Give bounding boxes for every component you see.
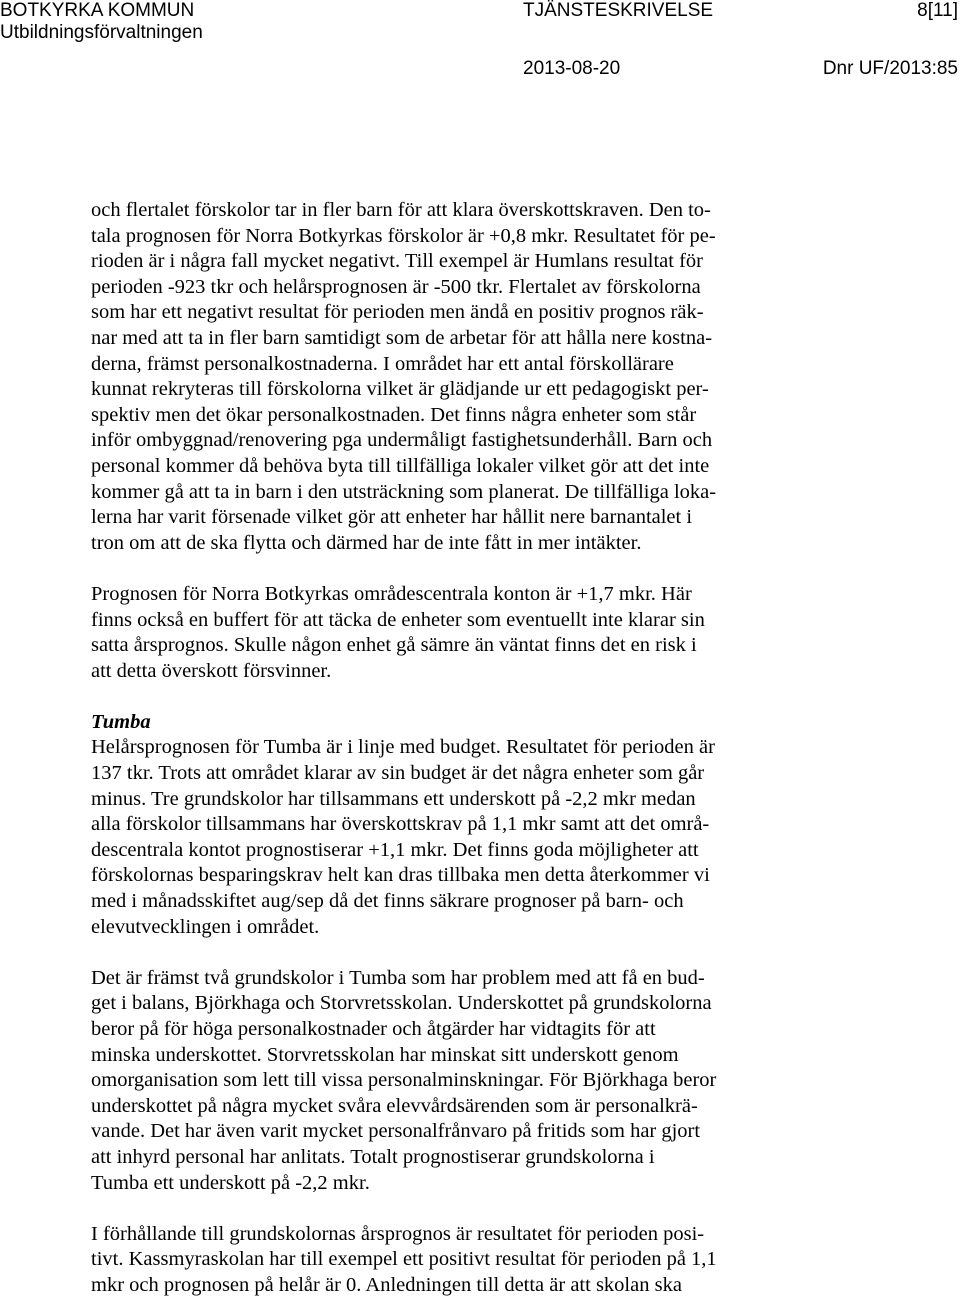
text-line: och flertalet förskolor tar in fler barn för att klara överskottskraven. Den to- bbox=[91, 199, 711, 221]
text-line: derna, främst personalkostnaderna. I området har ett antal förskollärare bbox=[91, 352, 674, 375]
text-line: nar med att ta in fler barn samtidigt som de arbetar för att hålla nere kostna- bbox=[91, 326, 713, 349]
paragraph-forskolor-norra bbox=[91, 198, 811, 556]
text-line: elevutvecklingen i området. bbox=[91, 915, 320, 938]
text-line: inför ombyggnad/renovering pga undermåligt fastighetsunderhåll. Barn och bbox=[91, 429, 713, 452]
text-line: Tumba ett underskott på -2,2 mkr. bbox=[91, 1171, 370, 1194]
paragraph-tumba-grundskolor bbox=[91, 966, 811, 1196]
text-line: som har ett negativt resultat för perioden men ändå en positiv prognos räk- bbox=[91, 301, 704, 324]
text-line: Helårsprognosen för Tumba är i linje med budget. Resultatet för perioden är bbox=[91, 736, 715, 759]
text-line: tron om att de ska flytta och därmed har de inte fått in mer intäkter. bbox=[91, 531, 642, 554]
text-line: underskottet på några mycket svåra elevvårdsärenden som är personalkrä- bbox=[91, 1094, 698, 1117]
document-date: 2013-08-20 bbox=[523, 58, 621, 79]
text-line: mkr och prognosen på helår är 0. Anledningen till detta är att skolan ska bbox=[91, 1273, 682, 1296]
text-line: beror på för höga personalkostnader och åtgärder har vidtagits för att bbox=[91, 1018, 656, 1040]
text-line: tivt. Kassmyraskolan har till exempel ett positivt resultat för perioden på 1,1 bbox=[91, 1248, 717, 1271]
text-line: minska underskottet. Storvretsskolan har minskat sitt underskott genom bbox=[91, 1043, 679, 1066]
paragraph-omradescentrala bbox=[91, 582, 811, 684]
paragraph-arsprognos bbox=[91, 1222, 811, 1299]
text-line: descentrala kontot prognostiserar +1,1 mkr. Det finns goda möjligheter att bbox=[91, 838, 699, 861]
text-line: omorganisation som lett till vissa personalminskningar. För Björkhaga beror bbox=[91, 1069, 717, 1092]
text-line: get i balans, Björkhaga och Storvretsskolan. Underskottet på grundskolorna bbox=[91, 992, 712, 1015]
page-number: 8[11] bbox=[917, 0, 958, 21]
text-line: tala prognosen för Norra Botkyrkas förskolor är +0,8 mkr. Resultatet för pe- bbox=[91, 224, 716, 247]
department-name: Utbildningsförvaltningen bbox=[0, 22, 203, 43]
text-line: att inhyrd personal har anlitats. Totalt prognostiserar grundskolorna i bbox=[91, 1145, 655, 1168]
text-line: Det är främst två grundskolor i Tumba som har problem med att få en bud- bbox=[91, 966, 705, 989]
text-line: finns också en buffert för att täcka de enheter som eventuellt inte klarar sin bbox=[91, 608, 705, 631]
reference-number: Dnr UF/2013:85 bbox=[822, 58, 958, 79]
text-line: Prognosen för Norra Botkyrkas områdescentrala konton är +1,7 mkr. Här bbox=[91, 582, 692, 605]
text-line: I förhållande till grundskolornas årsprognos är resultatet för perioden posi- bbox=[91, 1222, 705, 1245]
text-line: lerna har varit försenade vilket gör att enheter har hållit nere barnantalet i bbox=[91, 506, 693, 529]
text-line: personal kommer då behöva byta till tillfälliga lokaler vilket gör att det inte bbox=[91, 454, 710, 477]
paragraph-spacer bbox=[91, 556, 811, 582]
paragraph-tumba-prognos bbox=[91, 735, 811, 940]
organization-name: BOTKYRKA KOMMUN bbox=[0, 0, 195, 21]
paragraph-spacer bbox=[91, 684, 811, 710]
page-header bbox=[0, 0, 960, 90]
text-line: att detta överskott försvinner. bbox=[91, 659, 332, 682]
text-line: spektiv men det ökar personalkostnaden. Det finns några enheter som står bbox=[91, 403, 697, 426]
text-line: kommer gå att ta in barn i den utsträckning som planerat. De tillfälliga loka- bbox=[91, 480, 717, 503]
text-line: vande. Det har även varit mycket personalfrånvaro på fritids som har gjort bbox=[91, 1120, 701, 1143]
section-heading-tumba: Tumba bbox=[91, 710, 151, 733]
text-line: med i månadsskiftet aug/sep då det finns säkrare prognoser på barn- och bbox=[91, 890, 684, 913]
text-line: perioden -923 tkr och helårsprognosen är -500 tkr. Flertalet av förskolorna bbox=[91, 275, 701, 298]
text-line: förskolornas besparingskrav helt kan dras tillbaka men detta återkommer vi bbox=[91, 864, 710, 887]
text-line: kunnat rekryteras till förskolorna vilket är glädjande ur ett pedagogiskt per- bbox=[91, 378, 709, 401]
text-line: satta årsprognos. Skulle någon enhet gå sämre än väntat finns det en risk i bbox=[91, 634, 697, 657]
text-line: minus. Tre grundskolor har tillsammans ett underskott på -2,2 mkr medan bbox=[91, 787, 696, 810]
paragraph-spacer bbox=[91, 940, 811, 966]
paragraph-spacer bbox=[91, 1196, 811, 1222]
text-line: 137 tkr. Trots att området klarar av sin budget är det några enheter som går bbox=[91, 762, 705, 785]
document-type: TJÄNSTESKRIVELSE bbox=[523, 0, 714, 21]
document-body bbox=[91, 198, 811, 1299]
text-line: alla förskolor tillsammans har överskottskrav på 1,1 mkr samt att det områ- bbox=[91, 813, 710, 836]
text-line: rioden är i några fall mycket negativt. Till exempel är Humlans resultat för bbox=[91, 250, 703, 273]
